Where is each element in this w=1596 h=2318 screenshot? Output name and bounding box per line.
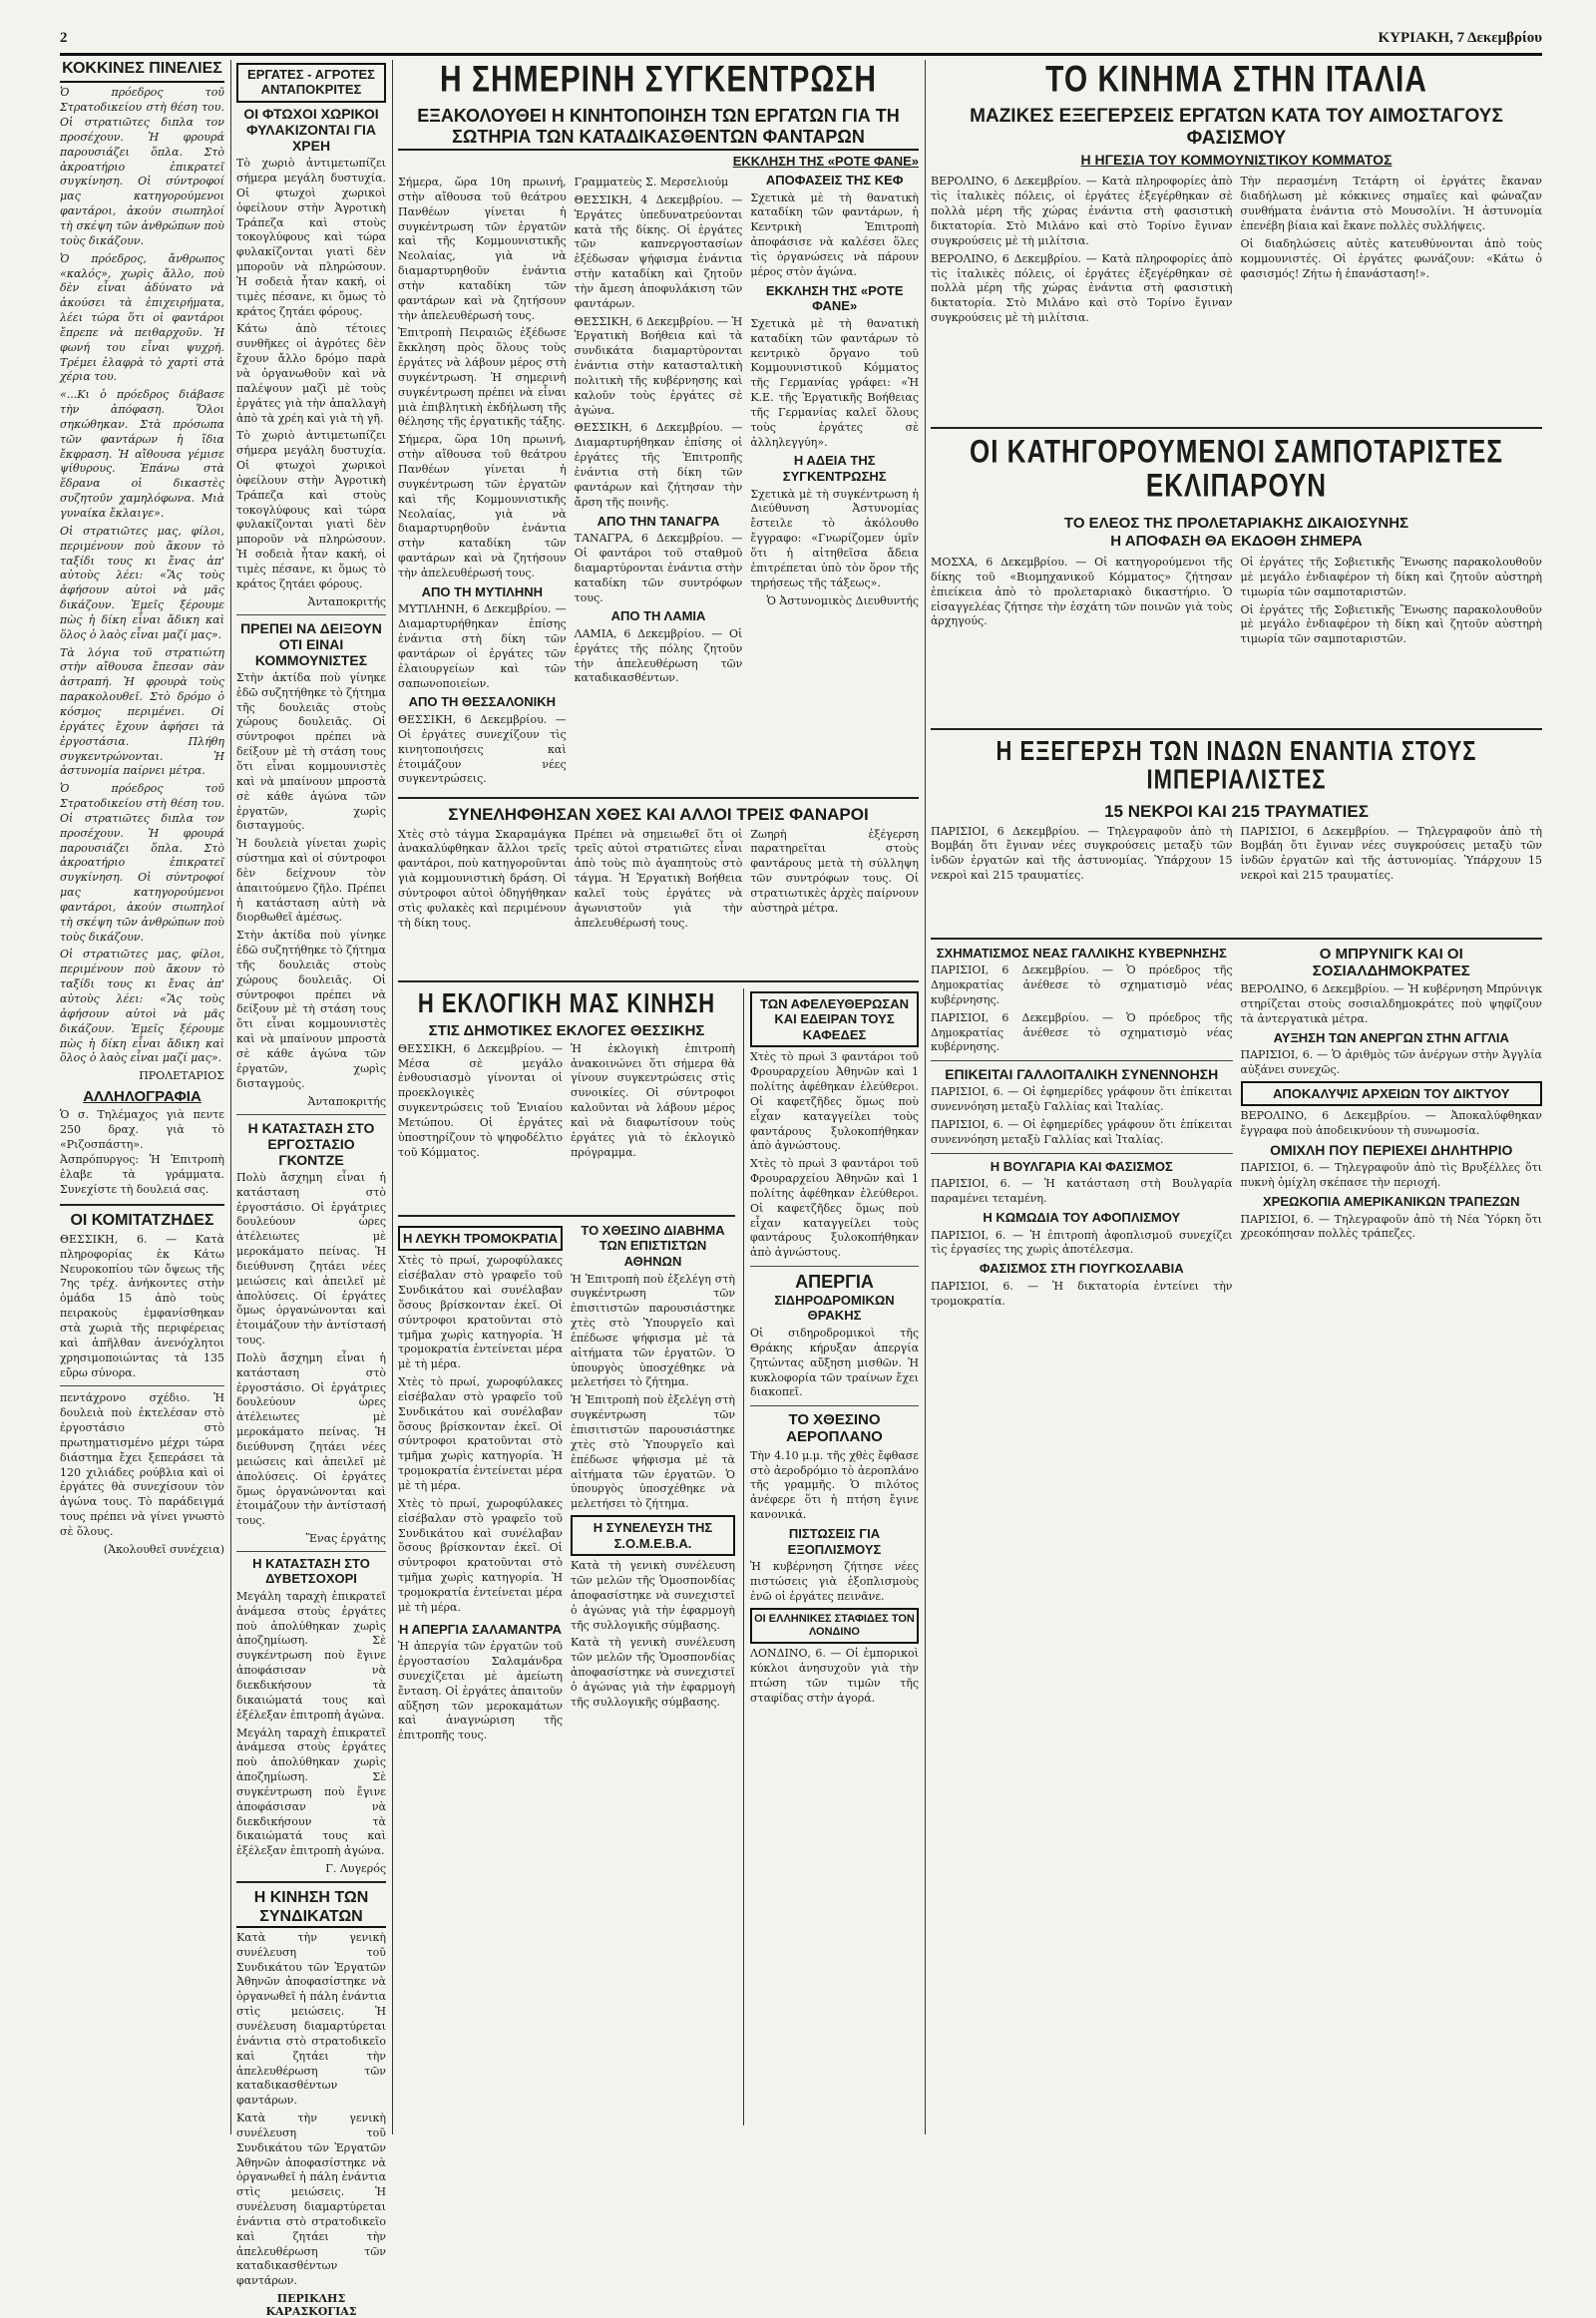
article-text: ΜΥΤΙΛΗΝΗ, 6 Δεκεμβρίου. — Διαμαρτυρήθηκαν ἐπίσης ἐνάντια στὴ δίκη τῶν φαντάρων οἱ ἐργάτες τῶν ἐλαιουργείων καὶ τῶν σαπωνοποιείων. xyxy=(398,602,567,690)
article-text: Σχετικὰ μὲ τὴ θανατικὴ καταδίκη τῶν φαντάρων τὸ κεντρικὸ ὄργανο τοῦ Κομμουνιστικοῦ Κόμματος τῆς Γερμανίας γράφει: «Ἡ Κ.Ε. τῆς Ἐργατικῆς Βοήθειας τῆς Γερμανίας καλεῖ ὅλους τοὺς ἐργάτες σὲ ἀλληλεγγύη». xyxy=(750,316,920,449)
headline-synelifthisan: ΣΥΝΕΛΗΦΘΗΣΑΝ ΧΘΕΣ ΚΑΙ ΑΛΛΟΙ ΤΡΕΙΣ ΦΑΝΑΡΟΙ xyxy=(448,804,869,824)
headline-afeleftherosan: ΤΩΝ ΑΦΕΛΕΥΘΕΡΩΣΑΝ ΚΑΙ ΕΔΕΙΡΑΝ ΤΟΥΣ ΚΑΦΕΔΕΣ xyxy=(750,991,919,1048)
article-text: Ἡ Ἐπιτροπὴ ποὺ ἐξελέγη στὴ συγκέντρωση τῶν ἐπισιτιστῶν παρουσιάστηκε χτὲς στὸ Ὑπουργεῖο καὶ ἐπέδωσε ψήφισμα μὲ τὰ αἰτήματα τῶν ἐργατῶν. Ὁ ὑπουργὸς ὑποσχέθηκε νὰ μελετήσει τὸ ζήτημα. xyxy=(571,1272,735,1389)
article-text: Πολὺ ἄσχημη εἶναι ἡ κατάσταση στὸ ἐργοστάσιο. Οἱ ἐργάτριες δουλεύουν ὧρες ἀτέλειωτες μὲ μεροκάματο πείνας. Ἡ διεύθυνση ζητάει νέες μειώσεις καὶ ἀπειλεῖ μὲ ἀπολύσεις. Οἱ ἐργάτες ὅμως ὀργανώνονται καὶ ἑτοιμάζουν τὴν ἀντίστασή τους. xyxy=(236,1351,386,1528)
signature: Ἀνταποκριτής xyxy=(307,594,386,608)
headline-komitatzides: ΟΙ ΚΟΜΙΤΑΤΖΗΔΕΣ xyxy=(70,1211,214,1229)
headline-gallia: ΣΧΗΜΑΤΙΣΜΟΣ ΝΕΑΣ ΓΑΛΛΙΚΗΣ ΚΥΒΕΡΝΗΣΗΣ xyxy=(936,945,1227,961)
article-text: ΘΕΣΣΙΚΗ, 6 Δεκεμβρίου. — Οἱ ἐργάτες συνεχίζουν τὶς κινητοποιήσεις καὶ ἑτοιμάζουν νέες συγκεντρώσεις. xyxy=(398,713,567,786)
arrest-col-c xyxy=(750,825,919,974)
article-text: Τὸ χωριὸ ἀντιμετωπίζει σήμερα μεγάλη δυστυχία. Οἱ φτωχοὶ χωρικοὶ ὀφείλουν στὴν Ἀγροτικὴ Τράπεζα καὶ στοὺς τοκογλύφους καὶ τώρα φυλακίζονται γιατὶ δὲν μποροῦν νὰ πληρώσουν. Ἡ σοδειὰ ἦταν κακή, οἱ τιμὲς πέσανε, κι ὅμως τὸ κράτος ζητάει φόρους. xyxy=(236,429,386,590)
terror-col xyxy=(398,1223,563,2081)
central-col-c xyxy=(750,173,919,791)
divider xyxy=(931,1060,1233,1061)
article-text: ΒΕΡΟΛΙΝΟ, 6 Δεκεμβρίου. — Ἀποκαλύφθηκαν ἔγγραφα ποὺ ἀποδεικνύουν τὴ συνωμοσία. xyxy=(1240,1109,1542,1138)
headline-apergia-salamantra: Η ΑΠΕΡΓΙΑ ΣΑΛΑΜΑΝΤΡΑ xyxy=(399,1621,562,1637)
trial-col-b xyxy=(1241,553,1543,722)
divider xyxy=(236,1551,386,1552)
article-text: Σχετικὰ μὲ τὴ θανατικὴ καταδίκη τῶν φαντάρων, ἡ Κεντρικὴ Ἐπιτροπὴ ἀποφάσισε νὰ καλέσει ὅλες τὶς ὀργανώσεις νὰ πάρουν μέρος στὸν ἀγώνα. xyxy=(750,191,920,278)
article-text: ΠΑΡΙΣΙΟΙ, 6. — Ἡ ἐπιτροπὴ ἀφοπλισμοῦ συνεχίζει τὶς ἐργασίες της χωρὶς ἀποτέλεσμα. xyxy=(931,1228,1233,1257)
subhead: ΑΠΟ ΤΗ ΛΑΜΙΑ xyxy=(610,608,706,624)
lower-central-left xyxy=(398,988,735,2125)
article-text: Κάτω ἀπὸ τέτοιες συνθῆκες οἱ ἀγρότες δὲν ἔχουν ἄλλο δρόμο παρὰ νὰ ὀργανωθοῦν καὶ νὰ παλέψουν μαζὶ μὲ τοὺς ἐργάτες γιὰ τὴν ἀπαλλαγὴ ἀπὸ τὰ χρέη καὶ γιὰ τὴ γῆ. xyxy=(236,322,386,425)
article-text: ΠΑΡΙΣΙΟΙ, 6. — Ἡ κατάσταση στὴ Βουλγαρία παραμένει τεταμένη. xyxy=(931,1177,1233,1206)
india-col-a xyxy=(931,822,1233,932)
signature: ΠΕΡΙΚΛΗΣ ΚΑΡΑΣΚΟΓΙΑΣ xyxy=(265,2292,357,2318)
central-columns xyxy=(398,173,919,791)
article-text: ΠΑΡΙΣΙΟΙ, 6 Δεκεμβρίου. — Ὁ πρόεδρος τῆς Δημοκρατίας ἀνέθεσε τὸ σχηματισμὸ νέας κυβέρνησης. xyxy=(931,1010,1233,1054)
article-text: Χτὲς τὸ πρωί, χωροφύλακες εἰσέβαλαν στὸ γραφεῖο τοῦ Συνδικάτου καὶ συνέλαβαν ὅσους βρίσκονταν ἐκεῖ. Οἱ σύντροφοι κρατοῦνται στὸ τμῆμα χωρὶς κατηγορία. Ἡ τρομοκρατία ἐντείνεται μέρα μὲ τὴ μέρα. xyxy=(398,1375,563,1493)
italy-col-a xyxy=(931,172,1233,421)
central-section xyxy=(398,60,919,2134)
signature: Ἀνταποκριτής xyxy=(307,1094,386,1108)
article-text: Γραμματεὺς Σ. Μερσελιούμ xyxy=(574,175,729,189)
subhead: ΑΠΟ ΤΗ ΜΥΤΙΛΗΝΗ xyxy=(421,583,543,599)
column-separator xyxy=(230,60,231,2134)
article-text: Σήμερα, ὥρα 10η πρωινή, στὴν αἴθουσα τοῦ θεάτρου Πανθέων γίνεται ἡ συγκέντρωση τῶν ἐργατῶν καὶ τῆς Κομμουνιστικῆς Νεολαίας, γιὰ νὰ διαμαρτυρηθοῦν ἐνάντια στὴν καταδίκη τῶν φαντάρων καὶ νὰ ζητήσουν τὴν ἀπελευθέρωσή τους. xyxy=(398,433,567,580)
headline-giougkoslavia: ΦΑΣΙΣΜΟΣ ΣΤΗ ΓΙΟΥΓΚΟΣΛΑΒΙΑ xyxy=(979,1261,1184,1277)
article-text: ΠΑΡΙΣΙΟΙ, 6. — Τηλεγραφοῦν ἀπὸ τὴ Νέα Ὑόρκη ὅτι χρεοκόπησαν πολλὲς τράπεζες. xyxy=(1240,1212,1542,1241)
continued-note: (Ἀκολουθεῖ συνέχεια) xyxy=(103,1542,224,1556)
subheadline-sidirodromikon: ΣΙΔΗΡΟΔΡΟΜΙΚΩΝ ΘΡΑΚΗΣ xyxy=(774,1292,895,1324)
article-text: ΘΕΣΣΙΚΗ, 6. — Κατὰ πληροφορίας ἐκ Κάτω Νευροκοπίου τῶν ὄψεως τῆς 7ης τρέχ. ἀνήκοντες στὴν ὁμάδα 15 ἀπὸ τοὺς πειρακοὺς ἐμφανίσθηκαν στὰ χωριὰ τῆς περιφέρειας καὶ ἀπῆλθαν ἀνενόχλητοι χρησιμοποιώντας τὰ 135 εὔρω σύνορα. xyxy=(60,1232,224,1379)
article-text: Ὁ σ. Τηλέμαχος γιὰ πεντε 250 δραχ. γιὰ τὸ «Ριζοσπάστη». Ἀσπρόπυργος: Ἡ Ἐπιτροπὴ ἐλαβε τὰ γράμματα. Συνεχίστε τὴ δουλειά σας. xyxy=(60,1108,224,1196)
article-text: Ἡ κυβέρνηση ζήτησε νέες πιστώσεις γιὰ ἐξοπλισμοὺς ἐνῶ οἱ ἐργάτες πεινᾶνε. xyxy=(750,1560,919,1603)
headline-anergoi: ΑΥΞΗΣΗ ΤΩΝ ΑΝΕΡΓΩΝ ΣΤΗΝ ΑΓΓΛΙΑ xyxy=(1273,1029,1509,1045)
article-text: Οἱ σιδηροδρομικοὶ τῆς Θράκης κήρυξαν ἀπεργία ζητώντας αὔξηση μισθῶν. Ἡ κυκλοφορία τῶν τραίνων ἔχει διακοπεῖ. xyxy=(750,1326,919,1399)
article-text: ΜΟΣΧΑ, 6 Δεκεμβρίου. — Οἱ κατηγορούμενοι τῆς δίκης τοῦ «Βιομηχανικοῦ Κόμματος» ζήτησαν ἐπιείκεια ἀπὸ τὸ προλεταριακὸ δικαστήριο. Ὁ εἰσαγγελέας ζήτησε τὴν ἐσχάτη τῶν ποινῶν γιὰ τοὺς ἀρχηγούς. xyxy=(931,555,1233,628)
lower-central xyxy=(398,988,919,2125)
diavima-col xyxy=(571,1223,735,2081)
article-text: ΘΕΣΣΙΚΗ, 6 Δεκεμβρίου. — Ἡ Ἐργατικὴ Βοήθεια καὶ τὰ συνδικάτα διαμαρτύρονται ἐνάντια στὴν κατασταλτικὴ πολιτικὴ τῆς κυβέρνησης καὶ καλοῦν τοὺς ἐργάτες σὲ ἀγώνα. xyxy=(574,314,743,417)
article-text: Οἱ διαδηλώσεις αὐτὲς κατευθύνονται ἀπὸ τοὺς κομμουνιστές. Οἱ ἐργάτες φωνάζουν: «Κάτω ὁ φασισμός! Ζήτω ἡ ἐπανάσταση!». xyxy=(1240,236,1542,280)
article-text: Ὁ πρόεδρος, ἄνθρωπος «καλός», χωρὶς ἄλλο, ποὺ δὲν εἶναι ἀδύνατο νὰ ἀκούσει τὰ ἐπιχειρήματα, λέει τώρα ὅτι οἱ φαντάροι ἔπρεπε νὰ πειθαρχοῦν. Ἡ φωνή του εἶναι ψυχρή. Τρέμει ἐλαφρὰ τὸ χαρτὶ στὰ χέρια του. xyxy=(60,251,224,384)
article-text: Ἡ ἀπεργία τῶν ἐργατῶν τοῦ ἐργοστασίου Σαλαμάνδρα συνεχίζεται μὲ ἀμείωτη ἔνταση. Οἱ ἐργάτες ἀπαιτοῦν αὔξηση τῶν μεροκαμάτων καὶ ἀναγνώριση τῆς ἐπιτροπῆς τους. xyxy=(398,1640,563,1742)
article-text: ΤΑΝΑΓΡΑ, 6 Δεκεμβρίου. — Οἱ φαντάροι τοῦ σταθμοῦ διαμαρτύρονται ἐνάντια στὴν καταδίκη τῶν συντρόφων τους. xyxy=(574,532,743,604)
article-text: Ἡ δουλειὰ γίνεται χωρὶς σύστημα καὶ οἱ σύντροφοι δὲν δείχνουν τὸν ἀπαιτούμενο ζῆλο. Πρέπει ἡ κατάσταση αὐτὴ νὰ διορθωθεῖ ἀμέσως. xyxy=(236,837,386,925)
article-text: πεντάχρονο σχέδιο. Ἡ δουλειὰ ποὺ ἐκτελέσαν στὸ ἐργοστάσιο στὸ πρωτηματισμένο μέχρι τώρα διάστημα ἔχει ξεπεράσει τὰ 120 χιλιάδες ρούβλια καὶ οἱ ἐργάτες θὰ συνεχίσουν τὸν ἀγώνα τους. Τὸ παράδειγμά τους πρέπει νὰ γίνει γνωστὸ σὲ ὅλους. xyxy=(60,1391,224,1538)
terror-columns xyxy=(398,1223,735,2081)
article-text: ΘΕΣΣΙΚΗ, 6 Δεκεμβρίου. — Μέσα σὲ μεγάλο ἐνθουσιασμὸ γίνονται οἱ προεκλογικὲς συγκεντρώσεις τοῦ Ἑνιαίου Μετώπου. Οἱ ἐργάτες ὑποστηρίζουν τὸ ψηφοδέλτιο τοῦ Κόμματος. xyxy=(398,1041,563,1159)
headline-aeroplano: ΤΟ ΧΘΕΣΙΝΟ ΑΕΡΟΠΛΑΝΟ xyxy=(786,1411,883,1446)
article-text: ΒΕΡΟΛΙΝΟ, 6 Δεκεμβρίου. — Κατὰ πληροφορίες ἀπὸ τὶς ἰταλικὲς πόλεις, οἱ ἐργάτες ἐξεγέρθηκαν σὲ πολλὰ μέρη τῆς χώρας ἐνάντια στὴ φασιστικὴ δικτατορία. Στὸ Μιλάνο καὶ στὸ Τορίνο ἔγιναν συγκρούσεις μὲ τὴ μιλίτσια. xyxy=(931,251,1233,325)
signature: ΠΡΟΛΕΤΑΡΙΟΣ xyxy=(139,1069,224,1083)
article-text: ΘΕΣΣΙΚΗ, 6 Δεκεμβρίου. — Διαμαρτυρήθηκαν ἐπίσης οἱ ἐργάτες τῆς Ἐπιτροπῆς ἐνάντια στὴ δίκη τῶν φαντάρων καὶ ζήτησαν τὴν ἄρση τῆς ποινῆς. xyxy=(574,421,743,509)
headline-indoi: Η ΕΞΕΓΕΡΣΗ ΤΩΝ ΙΝΔΩΝ ΕΝΑΝΤΙΑ ΣΤΟΥΣ ΙΜΠΕΡΙΑΛΙΣΤΕΣ xyxy=(996,734,1477,795)
article-text: Τὴν περασμένη Τετάρτη οἱ ἐργάτες ἔκαναν διαδήλωση μὲ κόκκινες σημαῖες καὶ φώναζαν συνθήματα ἐνάντια στὸ Μουσολίνι. Ἡ ἀστυνομία ἐπενέβη βίαια καὶ ἔκανε πολλὲς συλλήψεις. xyxy=(1240,175,1542,233)
article-text: Πρέπει νὰ σημειωθεῖ ὅτι οἱ τρεῖς αὐτοὶ στρατιῶτες εἶναι ἀπὸ τοὺς πιὸ ἀγαπητοὺς στὸ τάγμα. Ἡ Ἐργατικὴ Βοήθεια καλεῖ τοὺς ἐργάτες νὰ ἀγωνιστοῦν γιὰ τὴν ἀπελευθέρωσή τους. xyxy=(574,827,743,930)
subhead: ΑΠΟ ΤΗ ΘΕΣΣΑΛΟΝΙΚΗ xyxy=(408,694,557,710)
article-text: ΒΕΡΟΛΙΝΟ, 6 Δεκεμβρίου. — Ἡ κυβέρνηση Μπρύνιγκ στηρίζεται στοὺς σοσιαλδημοκράτες ποὺ ψηφίζουν τὰ ἀντεργατικὰ μέτρα. xyxy=(1240,982,1542,1025)
divider xyxy=(750,1405,919,1406)
foreign-news xyxy=(931,946,1542,1943)
article-text: Οἱ ἐργάτες τῆς Σοβιετικῆς Ἕνωσης παρακολουθοῦν μὲ μεγάλο ἐνδιαφέρον τὴ δίκη καὶ ζητοῦν αὐστηρὴ τιμωρία τῶν σαμποταριστῶν. xyxy=(1240,555,1542,598)
column-4 xyxy=(931,60,1542,2134)
subhead: Η ΑΔΕΙΑ ΤΗΣ ΣΥΓΚΕΝΤΡΩΣΗΣ xyxy=(782,453,887,484)
subhead: ΑΠΟΦΑΣΕΙΣ ΤΗΣ ΚΕΦ xyxy=(765,172,904,188)
central-col-b xyxy=(575,173,743,791)
headline-kokkines: ΚΟΚΚΙΝΕΣ ΠΙΝΕΛΙΕΣ xyxy=(60,60,224,83)
headline-synelefsi: Η ΣΥΝΕΛΕΥΣΗ ΤΗΣ Σ.Ο.Μ.Ε.Β.Α. xyxy=(571,1515,735,1556)
article-text: Χτὲς τὸ πρωὶ 3 φαντάροι τοῦ Φρουραρχείου Ἀθηνῶν καὶ 1 πολίτης ἀφέθηκαν ἐλεύθεροι. Οἱ καφετζῆδες ὅμως ποὺ εἶχαν καταγγείλει τοὺς φαντάρους ξυλοκοπήθηκαν ἀπὸ ἀγνώστους. xyxy=(750,1157,919,1260)
appeal-headline: ΕΚΚΛΗΣΗ ΤΗΣ «ΡΟΤΕ ΦΑΝΕ» xyxy=(732,154,919,170)
article-text: Οἱ στρατιῶτες μας, φίλοι, περιμένουν ποὺ ἄκουν τὸ ταξίδι τους κι ἔνας ἀπ' αὐτοὺς λέει: «Ἂς τοὺς ἀφήσουν αὐτοὶ νὰ μᾶς δικάζουν. Ἐμεῖς ξέρουμε πὼς ἡ δίκη εἶναι ἄδικη καὶ ὅλος ὁ λαὸς εἶναι μαζί μας». xyxy=(60,524,224,641)
article-text: ΠΑΡΙΣΙΟΙ, 6. — Ὁ ἀριθμὸς τῶν ἀνέργων στὴν Ἀγγλία αὐξάνει συνεχῶς. xyxy=(1240,1048,1542,1076)
top-rule xyxy=(60,53,1542,56)
running-head xyxy=(60,30,1542,52)
headline-epikeitai: ΕΠΙΚΕΙΤΑΙ ΓΑΛΛΟΙΤΑΛΙΚΗ ΣΥΝΕΝΝΟΗΣΗ xyxy=(945,1066,1219,1083)
headline-diavima: ΤΟ ΧΘΕΣΙΝΟ ΔΙΑΒΗΜΑ ΤΩΝ ΕΠΙΣΤΙΣΤΩΝ ΑΘΗΝΩΝ xyxy=(581,1222,725,1269)
divider xyxy=(398,1215,735,1217)
article-text: Μεγάλη ταραχὴ ἐπικρατεῖ ἀνάμεσα στοὺς ἐργάτες ποὺ ἀπολύθηκαν χωρὶς ἀποζημίωση. Σὲ συγκέντρωση ποὺ ἔγινε ἀποφάσισαν νὰ διεκδικήσουν τὰ δικαιώματά τους καὶ ἐξέλεξαν ἐπιτροπὴ ἀγώνα. xyxy=(236,1726,386,1858)
divider xyxy=(60,1204,224,1206)
article-text: Ὁ πρόεδρος τοῦ Στρατοδικείου στὴ θέση του. Οἱ στρατιῶτες διπλα τον προσέχουν. Ἡ φρουρά παρουσιάζει ὅπλα. Στὸ ἀκροατήριο ἐπικρατεῖ συγκίνηση. Οἱ σύντροφοί μας κατηγορούμενοι φαντάροι, ἀκούν σιωπηλοί τὴ σκέψη τῶν ἀνθρώπων ποὺ τοὺς δικάζουν. xyxy=(60,86,224,247)
article-text: ΠΑΡΙΣΙΟΙ, 6. — Ἡ δικτατορία ἐντείνει τὴν τρομοκρατία. xyxy=(931,1279,1233,1308)
india-col-b xyxy=(1241,822,1543,932)
india-columns xyxy=(931,822,1542,932)
headline-ftoxoi-xorikoi: ΟΙ ΦΤΩΧΟΙ ΧΩΡΙΚΟΙ ΦΥΛΑΚΙΖΟΝΤΑΙ ΓΙΑ ΧΡΕΗ xyxy=(243,105,379,155)
signature: Γ. Λυγερός xyxy=(325,1862,386,1876)
article-text: Κατὰ τὴν γενικὴ συνέλευση τοῦ Συνδικάτου τῶν Ἐργατῶν Ἀθηνῶν ἀποφασίστηκε νὰ ὀργανωθεῖ ἡ πάλη ἐνάντια στὶς μειώσεις. Ἡ συνέλευση διαμαρτύρεται ἐνάντια στὸ στρατοδικεῖο καὶ ζητάει τὴν ἀπελευθέρωση τῶν καταδικασθέντων φαντάρων. xyxy=(236,1930,386,2108)
article-text: Χτὲς τὸ πρωί, χωροφύλακες εἰσέβαλαν στὸ γραφεῖο τοῦ Συνδικάτου καὶ συνέλαβαν ὅσους βρίσκονταν ἐκεῖ. Οἱ σύντροφοι κρατοῦνται στὸ τμῆμα χωρὶς κατηγορία. Ἡ τρομοκρατία ἐντείνεται μέρα μὲ τὴ μέρα. xyxy=(398,1496,563,1614)
headline-kinisi-syndikaton: Η ΚΙΝΗΣΗ ΤΩΝ ΣΥΝΔΙΚΑΤΩΝ xyxy=(236,1889,386,1928)
article-text: Πολὺ ἄσχημη εἶναι ἡ κατάσταση στὸ ἐργοστάσιο. Οἱ ἐργάτριες δουλεύουν ὧρες ἀτέλειωτες μὲ μεροκάματο πείνας. Ἡ διεύθυνση ζητάει νέες μειώσεις καὶ ἀπειλεῖ μὲ ἀπολύσεις. Οἱ ἐργάτες ὅμως ὀργανώνονται καὶ ἑτοιμάζουν τὴν ἀντίστασή τους. xyxy=(236,1170,386,1348)
article-text: ΠΑΡΙΣΙΟΙ, 6. — Οἱ ἐφημερίδες γράφουν ὅτι ἐπίκειται συνεννόηση μεταξὺ Γαλλίας καὶ Ἰταλίας. xyxy=(931,1117,1233,1146)
lower-central-right xyxy=(743,988,919,2125)
article-text: Ἐπιτροπὴ Πειραιῶς ἐξέδωσε ἔκκληση πρὸς ὅλους τοὺς ἐργάτες νὰ λάβουν μέρος στὴ συγκέντρωση. Ἡ σημερινὴ συγκέντρωση πρέπει νὰ εἶναι μιὰ ἐπιβλητικὴ ἐκδήλωση τῆς θέλησης τῆς ἐργατικῆς τάξης. xyxy=(398,326,567,429)
election-col-b xyxy=(571,1039,735,1209)
headline-voulgaria: Η ΒΟΥΛΓΑΡΙΑ ΚΑΙ ΦΑΣΙΣΜΟΣ xyxy=(990,1158,1173,1174)
divider xyxy=(931,938,1542,940)
headline-antapokrites: ΕΡΓΑΤΕΣ - ΑΓΡΟΤΕΣ ΑΝΤΑΠΟΚΡΙΤΕΣ xyxy=(236,63,386,103)
trial-columns xyxy=(931,553,1542,722)
trial-col-a xyxy=(931,553,1233,722)
subhead: ΑΠΟ ΤΗΝ ΤΑΝΑΓΡΑ xyxy=(597,513,720,529)
article-text: Σήμερα, ὥρα 10η πρωινή, στὴν αἴθουσα τοῦ θεάτρου Πανθέων γίνεται ἡ συγκέντρωση τῶν ἐργατῶν καὶ τῆς Κομμουνιστικῆς Νεολαίας, γιὰ νὰ διαμαρτυρηθοῦν ἐνάντια στὴν καταδίκη τῶν φαντάρων καὶ νὰ ζητήσουν τὴν ἀπελευθέρωσή τους. xyxy=(398,175,567,322)
article-text: «...Κι ὁ πρόεδρος διάβασε τὴν ἀπόφαση. Ὅλοι σηκώθηκαν. Στὰ πρόσωπα τῶν φαντάρων ἡ ἴδια ἔκφραση. Ἡ αἴθουσα γέμισε ψίθυρους. Ἐπάνω στὰ ἕδρανα οἱ δικαστὲς συζητοῦν χαμηλόφωνα. Μιὰ γυναίκα ἔκλαιγε». xyxy=(60,388,224,521)
foreign-col-a xyxy=(931,946,1233,1943)
article-text: Τὸ χωριὸ ἀντιμετωπίζει σήμερα μεγάλη δυστυχία. Οἱ φτωχοὶ χωρικοὶ ὀφείλουν στὴν Ἀγροτικὴ Τράπεζα καὶ στοὺς τοκογλύφους καὶ τώρα φυλακίζονται γιατὶ δὲν μποροῦν νὰ πληρώσουν. Ἡ σοδειὰ ἦταν κακή, οἱ τιμὲς πέσανε, κι ὅμως τὸ κράτος ζητάει φόρους. xyxy=(236,157,386,318)
article-text: ΛΟΝΔΙΝΟ, 6. — Οἱ ἐμπορικοὶ κύκλοι ἀνησυχοῦν γιὰ τὴν πτώση τῶν τιμῶν τῆς σταφίδας στὴν ἀγορά. xyxy=(750,1647,919,1705)
article-text: ΠΑΡΙΣΙΟΙ, 6 Δεκεμβρίου. — Τηλεγραφοῦν ἀπὸ τὴ Βομβάη ὅτι ἔγιναν νέες συγκρούσεις μεταξὺ τῶν ἰνδῶν ἐργατῶν καὶ τῆς ἀστυνομίας. Ὑπάρχουν 15 νεκροὶ καὶ 215 τραυματίες. xyxy=(931,824,1233,883)
article-text: Τὴν 4.10 μ.μ. τῆς χθὲς ἔφθασε στὸ ἀεροδρόμιο τὸ ἀεροπλάνο τῆς γραμμῆς. Ὁ πιλότος ἀνέφερε ὅτι ἡ πτήση ἔγινε κανονικά. xyxy=(750,1448,919,1522)
headline-lefki-tromokratia: Η ΛΕΥΚΗ ΤΡΟΜΟΚΡΑΤΙΑ xyxy=(398,1226,563,1252)
headline-stafides: ΟΙ ΕΛΛΗΝΙΚΕΣ ΣΤΑΦΙΔΕΣ ΤΟΝ ΛΟΝΔΙΝΟ xyxy=(750,1608,919,1644)
article-text: Σχετικὰ μὲ τὴ συγκέντρωση ἡ Διεύθυνση Ἀστυνομίας ἔστειλε τὸ ἀκόλουθο ἔγγραφο: «Γνωρίζομεν ὑμῖν ὅτι ἡ αἰτηθεῖσα ἄδεια ἐπιτρέπεται ὑπὸ τὸν ὅρον τῆς τηρήσεως τῆς τάξεως». xyxy=(750,487,920,589)
headline-prepei-na-deixoun: ΠΡΕΠΕΙ ΝΑ ΔΕΙΞΟΥΝ ΟΤΙ ΕΙΝΑΙ ΚΟΜΜΟΥΝΙΣΤΕΣ xyxy=(240,619,382,668)
article-text: Χτὲς τὸ πρωὶ 3 φαντάροι τοῦ Φρουραρχείου Ἀθηνῶν καὶ 1 πολίτης ἀφέθηκαν ἐλεύθεροι. Οἱ καφετζῆδες ὅμως ποὺ εἶχαν καταγγείλει τοὺς φαντάρους ξυλοκοπήθηκαν ἀπὸ ἀγνώστους. xyxy=(750,1050,919,1153)
subhead-igesia: Η ΗΓΕΣΙΑ ΤΟΥ ΚΟΜΜΟΥΝΙΣΤΙΚΟΥ ΚΟΜΜΑΤΟΣ xyxy=(1080,151,1393,168)
headline-omixli: ΟΜΙΧΛΗ ΠΟΥ ΠΕΡΙΕΧΕΙ ΔΗΛΗΤΗΡΙΟ xyxy=(1270,1142,1513,1159)
headline-dyvetsoxori: Η ΚΑΤΑΣΤΑΣΗ ΣΤΟ ΔΥΒΕΤΣΟΧΟΡΙ xyxy=(252,1556,370,1586)
divider xyxy=(236,1114,386,1115)
italy-col-b xyxy=(1241,172,1543,421)
subheadline-nekroi: 15 ΝΕΚΡΟΙ ΚΑΙ 215 ΤΡΑΥΜΑΤΙΕΣ xyxy=(1104,801,1369,821)
article-text: Κατὰ τὴ γενικὴ συνέλευση τῶν μελῶν τῆς Ὁμοσπονδίας ἀποφασίστηκε νὰ συνεχιστεῖ ὁ ἀγώνας γιὰ τὴν ἐφαρμογὴ τῆς συλλογικῆς σύμβασης. xyxy=(571,1636,735,1709)
article-text: Χτὲς τὸ πρωί, χωροφύλακες εἰσέβαλαν στὸ γραφεῖο τοῦ Συνδικάτου καὶ συνέλαβαν ὅσους βρίσκονταν ἐκεῖ. Οἱ σύντροφοι κρατοῦνται στὸ τμῆμα χωρὶς κατηγορία. Ἡ τρομοκρατία ἐντείνεται μέρα μὲ τὴ μέρα. xyxy=(398,1254,563,1371)
article-text: Ἡ ἐκλογικὴ ἐπιτροπὴ ἀνακοινώνει ὅτι σήμερα θὰ γίνουν συγκεντρώσεις στὶς συνοικίες. Οἱ σύντροφοι καλοῦνται νὰ λάβουν μέρος καὶ νὰ διαφωτίσουν τοὺς ἐργάτες γιὰ τὸ ἐκλογικὸ πρόγραμμα. xyxy=(571,1041,735,1159)
divider xyxy=(398,980,919,982)
headline-komodia: Η ΚΩΜΩΔΙΑ ΤΟΥ ΑΦΟΠΛΙΣΜΟΥ xyxy=(983,1209,1181,1225)
headline-apokalypsis: ΑΠΟΚΑΛΥΨΙΣ ΑΡΧΕΙΩΝ ΤΟΥ ΔΙΚΤΥΟΥ xyxy=(1241,1081,1543,1107)
date-line: ΚΥΡΙΑΚΗ, 7 Δεκεμβρίου xyxy=(1378,30,1542,46)
subhead: ΕΚΚΛΗΣΗ ΤΗΣ «ΡΟΤΕ ΦΑΝΕ» xyxy=(765,282,904,314)
headline-ergostasio: Η ΚΑΤΑΣΤΑΣΗ ΣΤΟ ΕΡΓΟΣΤΑΣΙΟ ΓΚΟΝΤΖΕ xyxy=(247,1119,375,1168)
election-columns xyxy=(398,1039,735,1209)
main-subheadline: ΕΞΑΚΟΛΟΥΘΕΙ Η ΚΙΝΗΤΟΠΟΙΗΣΗ ΤΩΝ ΕΡΓΑΤΩΝ ΓΙΑ ΤΗ ΣΩΤΗΡΙΑ ΤΩΝ ΚΑΤΑΔΙΚΑΣΘΕΝΤΩΝ ΦΑΝΤΑΡΩΝ xyxy=(398,106,919,151)
article-text: Τὰ λόγια τοῦ στρατιώτη στὴν αἴθουσα ἔπεσαν σὰν ἀστραπή. Ἡ φρουρὰ τοὺς παρακολουθεῖ. Στὸ δρόμο ὁ κόσμος περιμένει. Οἱ ἐργάτες ἔχουν ἀφήσει τὰ ἐργοστάσια. Πλήθη συγκεντρώνονται. Ἡ ἀστυνομία παίρνει μέτρα. xyxy=(60,645,224,778)
italy-columns xyxy=(931,172,1542,421)
article-text: ΒΕΡΟΛΙΝΟ, 6 Δεκεμβρίου. — Κατὰ πληροφορίες ἀπὸ τὶς ἰταλικὲς πόλεις, οἱ ἐργάτες ἐξεγέρθηκαν σὲ πολλὰ μέρη τῆς χώρας ἐνάντια στὴ φασιστικὴ δικτατορία. Στὸ Μιλάνο καὶ στὸ Τορίνο ἔγιναν συγκρούσεις μὲ τὴ μιλίτσια. xyxy=(931,175,1233,247)
column-separator xyxy=(925,60,926,2134)
divider xyxy=(931,728,1542,730)
article-text: Οἱ ἐργάτες τῆς Σοβιετικῆς Ἕνωσης παρακολουθοῦν μὲ μεγάλο ἐνδιαφέρον τὴ δίκη καὶ ζητοῦν αὐστηρὴ τιμωρία τῶν σαμποταριστῶν. xyxy=(1240,602,1542,646)
article-text: ΛΑΜΙΑ, 6 Δεκεμβρίου. — Οἱ ἐργάτες τῆς πόλης ζητοῦν τὴν ἀπελευθέρωση τῶν καταδικασθέντων. xyxy=(574,626,743,685)
column-2 xyxy=(236,60,386,2318)
article-text: Ἡ Ἐπιτροπὴ ποὺ ἐξελέγη στὴ συγκέντρωση τῶν ἐπισιτιστῶν παρουσιάστηκε χτὲς στὸ Ὑπουργεῖο καὶ ἐπέδωσε ψήφισμα μὲ τὰ αἰτήματα τῶν ἐργατῶν. Ὁ ὑπουργὸς ὑποσχέθηκε νὰ μελετήσει τὸ ζήτημα. xyxy=(571,1393,735,1511)
divider xyxy=(398,797,919,799)
article-text: ΠΑΡΙΣΙΟΙ, 6. — Τηλεγραφοῦν ἀπὸ τὶς Βρυξέλλες ὅτι πυκνὴ ὁμίχλη σκέπασε τὴν περιοχή. xyxy=(1240,1161,1542,1190)
central-col-a xyxy=(398,173,567,791)
article-text: Οἱ στρατιῶτες μας, φίλοι, περιμένουν ποὺ ἄκουν τὸ ταξίδι τους κι ἔνας ἀπ' αὐτοὺς λέει: «Ἂς τοὺς ἀφήσουν αὐτοὶ νὰ μᾶς δικάζουν. Ἐμεῖς ξέρουμε πὼς ἡ δίκη εἶναι ἄδικη καὶ ὅλος ὁ λαὸς εἶναι μαζί μας». xyxy=(60,948,224,1065)
headline-eklogiki: Η ΕΚΛΟΓΙΚΗ ΜΑΣ ΚΙΝΗΣΗ xyxy=(417,986,716,1018)
article-text: Κατὰ τὴν γενικὴ συνέλευση τοῦ Συνδικάτου τῶν Ἐργατῶν Ἀθηνῶν ἀποφασίστηκε νὰ ὀργανωθεῖ ἡ πάλη ἐνάντια στὶς μειώσεις. Ἡ συνέλευση διαμαρτύρεται ἐνάντια στὸ στρατοδικεῖο καὶ ζητάει τὴν ἀπελευθέρωση τῶν καταδικασθέντων φαντάρων. xyxy=(236,2112,386,2288)
election-col-a xyxy=(398,1039,563,1209)
newspaper-page xyxy=(60,30,1542,2318)
divider xyxy=(60,1385,224,1386)
subheadline-eklogiki: ΣΤΙΣ ΔΗΜΟΤΙΚΕΣ ΕΚΛΟΓΕΣ ΘΕΣΣΙΚΗΣ xyxy=(428,1021,705,1039)
headline-apergia: ΑΠΕΡΓΙΑ xyxy=(795,1272,874,1293)
divider xyxy=(931,427,1542,429)
article-text: Ζωηρὴ ἐξέγερση παρατηρεῖται στοὺς φαντάρους μετὰ τὴ σύλληψη τῶν συντρόφων τους. Οἱ στρατιωτικὲς ἀρχὲς παίρνουν αὐστηρὰ μέτρα. xyxy=(750,827,920,915)
article-text: Ὁ πρόεδρος τοῦ Στρατοδικείου στὴ θέση του. Οἱ στρατιῶτες διπλα τον προσέχουν. Ἡ φρουρά παρουσιάζει ὅπλα. Στὸ ἀκροατήριο ἐπικρατεῖ συγκίνηση. Οἱ σύντροφοί μας κατηγορούμενοι φαντάροι, ἀκούν σιωπηλοί τὴ σκέψη τῶν ἀνθρώπων ποὺ τοὺς δικάζουν. xyxy=(60,782,224,944)
arrest-columns xyxy=(398,825,919,974)
divider xyxy=(236,1881,386,1883)
article-text: ΠΑΡΙΣΙΟΙ, 6 Δεκεμβρίου. — Τηλεγραφοῦν ἀπὸ τὴ Βομβάη ὅτι ἔγιναν νέες συγκρούσεις μεταξὺ τῶν ἰνδῶν ἐργατῶν καὶ τῆς ἀστυνομίας. Ὑπάρχουν 15 νεκροὶ καὶ 215 τραυματίες. xyxy=(1240,824,1542,883)
foreign-col-b xyxy=(1241,946,1543,1943)
article-text: Χτὲς στὸ τάγμα Σκαραμάγκα ἀνακαλύφθηκαν ἄλλοι τρεῖς φαντάροι, ποὺ κατηγοροῦνται γιὰ κομμουνιστικὴ δράση. Οἱ σύντροφοι αὐτοὶ ὁδηγήθηκαν στὶς φυλακὲς καὶ περιμένουν τὴ δίκη τους. xyxy=(398,827,567,930)
article-text: ΘΕΣΣΙΚΗ, 4 Δεκεμβρίου. — Ἐργάτες ὑπεδυνατρεύονται κατὰ τῆς δίκης. Οἱ ἐργάτες τῶν καπνεργοστασίων ἐξέδωσαν ψήφισμα ἐνάντια στὴν καταδίκη καὶ ζητοῦν τὴν ἄμεση ἀποφυλάκιση τῶν φαντάρων. xyxy=(574,193,743,310)
column-1 xyxy=(60,60,224,2134)
divider xyxy=(931,1153,1233,1154)
headline-allilografia: ΑΛΛΗΛΟΓΡΑΦΙΑ xyxy=(83,1088,201,1106)
divider xyxy=(750,1266,919,1267)
main-headline: Η ΣΗΜΕΡΙΝΗ ΣΥΓΚΕΝΤΡΩΣΗ xyxy=(439,58,878,100)
signature: Ὁ Ἀστυνομικὸς Διευθυντής xyxy=(766,593,920,607)
headline-trapezes: ΧΡΕΩΚΟΠΙΑ ΑΜΕΡΙΚΑΝΙΚΩΝ ΤΡΑΠΕΖΩΝ xyxy=(1263,1193,1520,1209)
arrest-col-b xyxy=(575,825,743,974)
article-text: Κατὰ τὴ γενικὴ συνέλευση τῶν μελῶν τῆς Ὁμοσπονδίας ἀποφασίστηκε νὰ συνεχιστεῖ ὁ ἀγώνας γιὰ τὴν ἐφαρμογὴ τῆς συλλογικῆς σύμβασης. xyxy=(571,1559,735,1632)
signature: Ἕνας ἐργάτης xyxy=(305,1532,386,1546)
subheadline-italia: ΜΑΖΙΚΕΣ ΕΞΕΓΕΡΣΕΙΣ ΕΡΓΑΤΩΝ ΚΑΤΑ ΤΟΥ ΑΙΜΟΣΤΑΓΟΥΣ ΦΑΣΙΣΜΟΥ xyxy=(970,106,1503,149)
page-number: 2 xyxy=(60,30,68,46)
column-separator xyxy=(392,60,393,2134)
arrest-col-a xyxy=(398,825,567,974)
headline-mpryning: Ο ΜΠΡΥΝΙΓΚ ΚΑΙ ΟΙ ΣΟΣΙΑΛΔΗΜΟΚΡΑΤΕΣ xyxy=(1312,945,1470,979)
headline-italia: ΤΟ ΚΙΝΗΜΑ ΣΤΗΝ ΙΤΑΛΙΑ xyxy=(1045,58,1427,100)
headline-katigoroumenoi: ΟΙ ΚΑΤΗΓΟΡΟΥΜΕΝΟΙ ΣΑΜΠΟΤΑΡΙΣΤΕΣ ΕΚΛΙΠΑΡΟΥΝ xyxy=(970,432,1503,505)
article-text: Στὴν ἀκτίδα ποὺ γίνηκε ἐδῶ συζητήθηκε τὸ ζήτημα τῆς δουλειᾶς στοὺς χώρους δουλειᾶς. Οἱ σύντροφοι πρέπει νὰ δείξουν μὲ τὴ στάση τους ὅτι εἶναι κομμουνιστὲς καὶ νὰ μπαίνουν μπροστὰ σὲ κάθε ἀγώνα τῶν ἐργατῶν, χωρὶς δισταγμούς. xyxy=(236,929,386,1090)
article-text: Στὴν ἀκτίδα ποὺ γίνηκε ἐδῶ συζητήθηκε τὸ ζήτημα τῆς δουλειᾶς στοὺς χώρους δουλειᾶς. Οἱ σύντροφοι πρέπει νὰ δείξουν μὲ τὴ στάση τους ὅτι εἶναι κομμουνιστὲς καὶ νὰ μπαίνουν μπροστὰ σὲ κάθε ἀγώνα τῶν ἐργατῶν, χωρὶς δισταγμούς. xyxy=(236,670,386,833)
divider xyxy=(236,614,386,615)
headline-pistoseis: ΠΙΣΤΩΣΕΙΣ ΓΙΑ ΕΞΟΠΛΙΣΜΟΥΣ xyxy=(787,1525,882,1557)
subheadline-apofasi: Η ΑΠΟΦΑΣΗ ΘΑ ΕΚΔΟΘΗ ΣΗΜΕΡΑ xyxy=(1110,532,1363,550)
article-text: ΠΑΡΙΣΙΟΙ, 6 Δεκεμβρίου. — Ὁ πρόεδρος τῆς Δημοκρατίας ἀνέθεσε τὸ σχηματισμὸ νέας κυβέρνησης. xyxy=(931,964,1233,1006)
article-text: Μεγάλη ταραχὴ ἐπικρατεῖ ἀνάμεσα στοὺς ἐργάτες ποὺ ἀπολύθηκαν χωρὶς ἀποζημίωση. Σὲ συγκέντρωση ποὺ ἔγινε ἀποφάσισαν νὰ διεκδικήσουν τὰ δικαιώματά τους καὶ ἐξέλεξαν ἐπιτροπὴ ἀγώνα. xyxy=(236,1589,386,1722)
subheadline-eleos: ΤΟ ΕΛΕΟΣ ΤΗΣ ΠΡΟΛΕΤΑΡΙΑΚΗΣ ΔΙΚΑΙΟΣΥΝΗΣ xyxy=(1063,515,1409,533)
article-text: ΠΑΡΙΣΙΟΙ, 6. — Οἱ ἐφημερίδες γράφουν ὅτι ἐπίκειται συνεννόηση μεταξὺ Γαλλίας καὶ Ἰταλίας. xyxy=(931,1085,1233,1114)
